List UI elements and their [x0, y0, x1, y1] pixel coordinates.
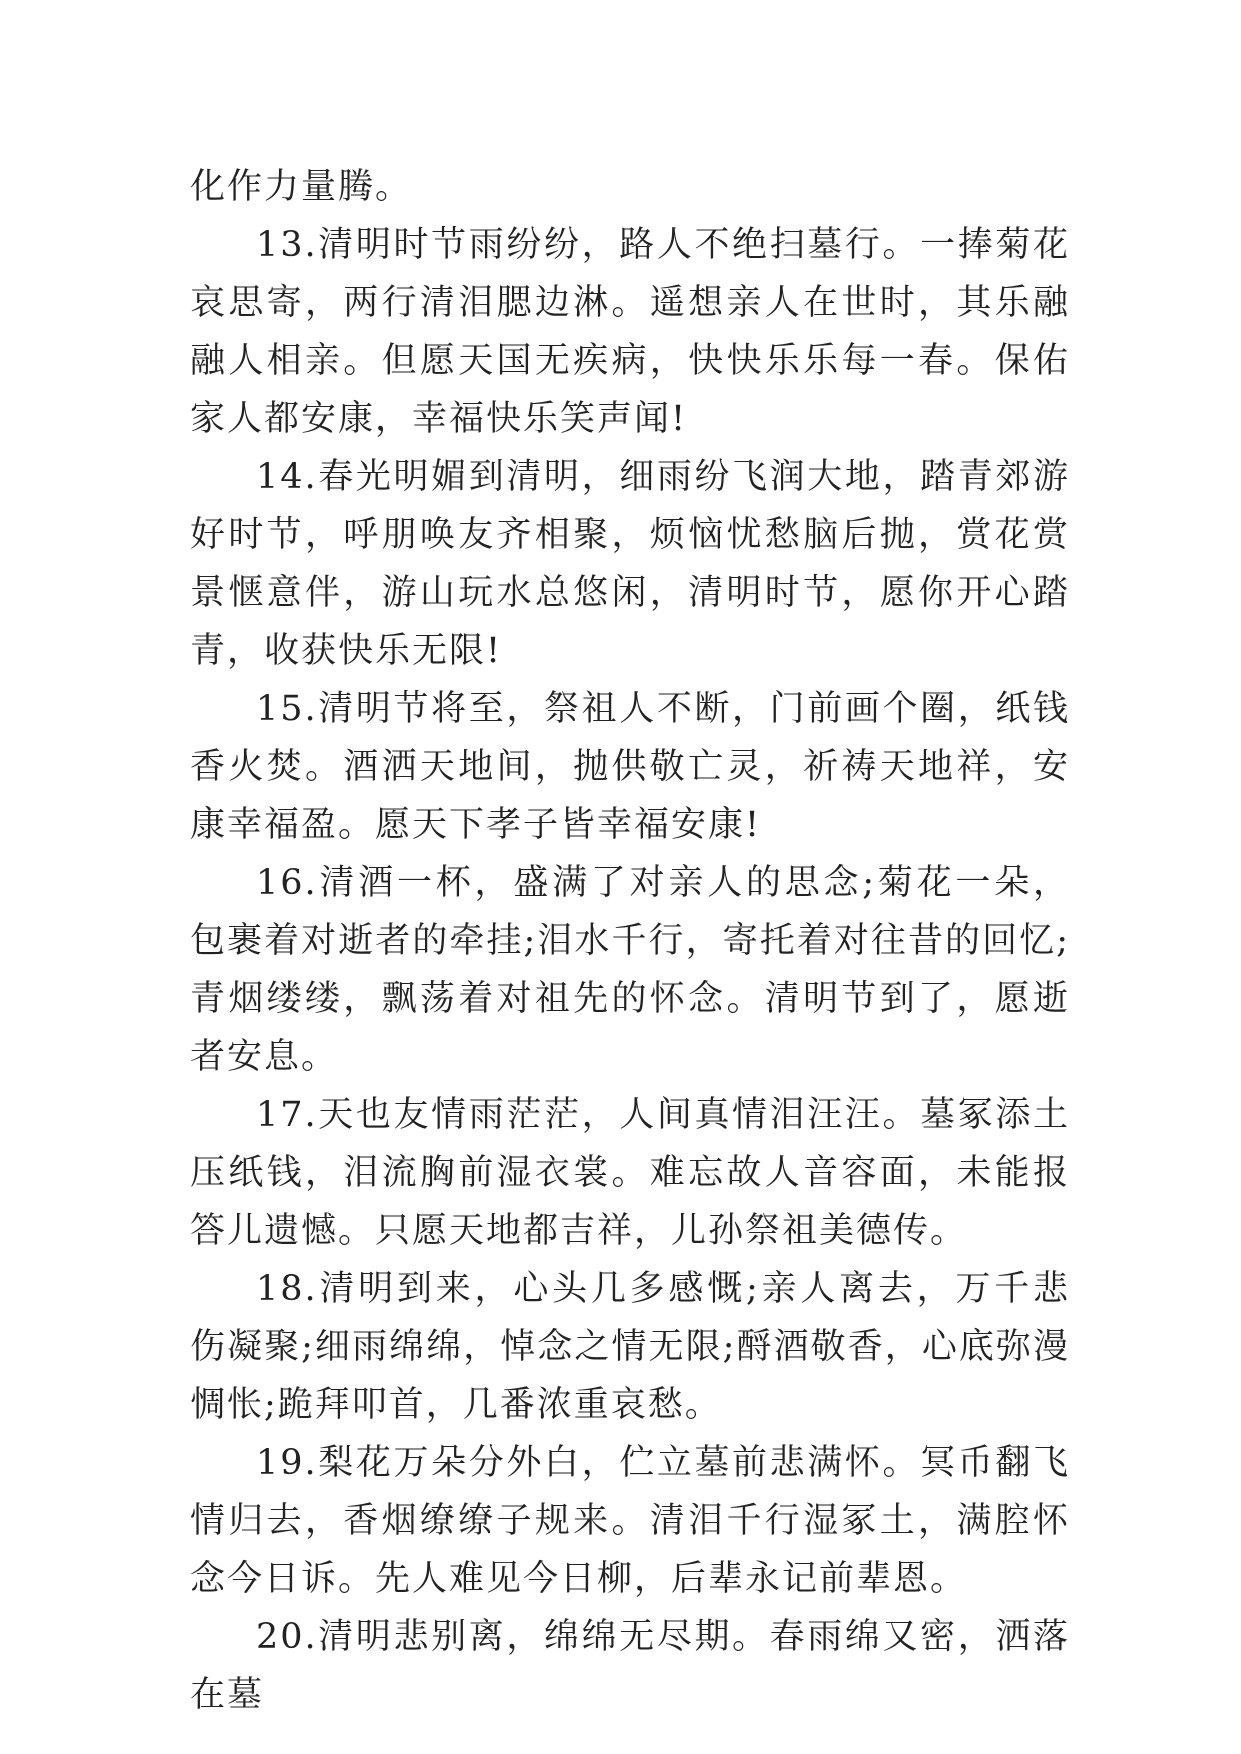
paragraph-18: 18.清明到来，心头几多感慨;亲人离去，万千悲伤凝聚;细雨绵绵，悼念之情无限;酹酒敬香，心底弥漫惆怅;跪拜叩首，几番浓重哀愁。 — [190, 1269, 1070, 1425]
paragraph-20: 20.清明悲别离，绵绵无尽期。春雨绵又密，洒落在墓 — [190, 1617, 1070, 1715]
paragraph-continuation: 化作力量腾。 — [190, 167, 413, 207]
document-body — [190, 158, 1070, 1724]
paragraph-13: 13.清明时节雨纷纷，路人不绝扫墓行。一捧菊花哀思寄，两行清泪腮边淋。遥想亲人在世时，其乐融融人相亲。但愿天国无疾病，快快乐乐每一春。保佑家人都安康，幸福快乐笑声闻! — [190, 225, 1070, 439]
paragraph-17: 17.天也友情雨茫茫，人间真情泪汪汪。墓冢添土压纸钱，泪流胸前湿衣裳。难忘故人音容面，未能报答儿遗憾。只愿天地都吉祥，儿孙祭祖美德传。 — [190, 1095, 1070, 1251]
paragraph-16: 16.清酒一杯，盛满了对亲人的思念;菊花一朵，包裹着对逝者的牵挂;泪水千行，寄托着对往昔的回忆;青烟缕缕，飘荡着对祖先的怀念。清明节到了，愿逝者安息。 — [190, 863, 1070, 1077]
paragraph-14: 14.春光明媚到清明，细雨纷飞润大地，踏青郊游好时节，呼朋唤友齐相聚，烦恼忧愁脑后抛，赏花赏景惬意伴，游山玩水总悠闲，清明时节，愿你开心踏青，收获快乐无限! — [190, 457, 1070, 671]
paragraph-19: 19.梨花万朵分外白，伫立墓前悲满怀。冥币翻飞情归去，香烟缭缭子规来。清泪千行湿冢土，满腔怀念今日诉。先人难见今日柳，后辈永记前辈恩。 — [190, 1443, 1070, 1599]
paragraph-15: 15.清明节将至，祭祖人不断，门前画个圈，纸钱香火焚。酒洒天地间，抛供敬亡灵，祈祷天地祥，安康幸福盈。愿天下孝子皆幸福安康! — [190, 689, 1070, 845]
